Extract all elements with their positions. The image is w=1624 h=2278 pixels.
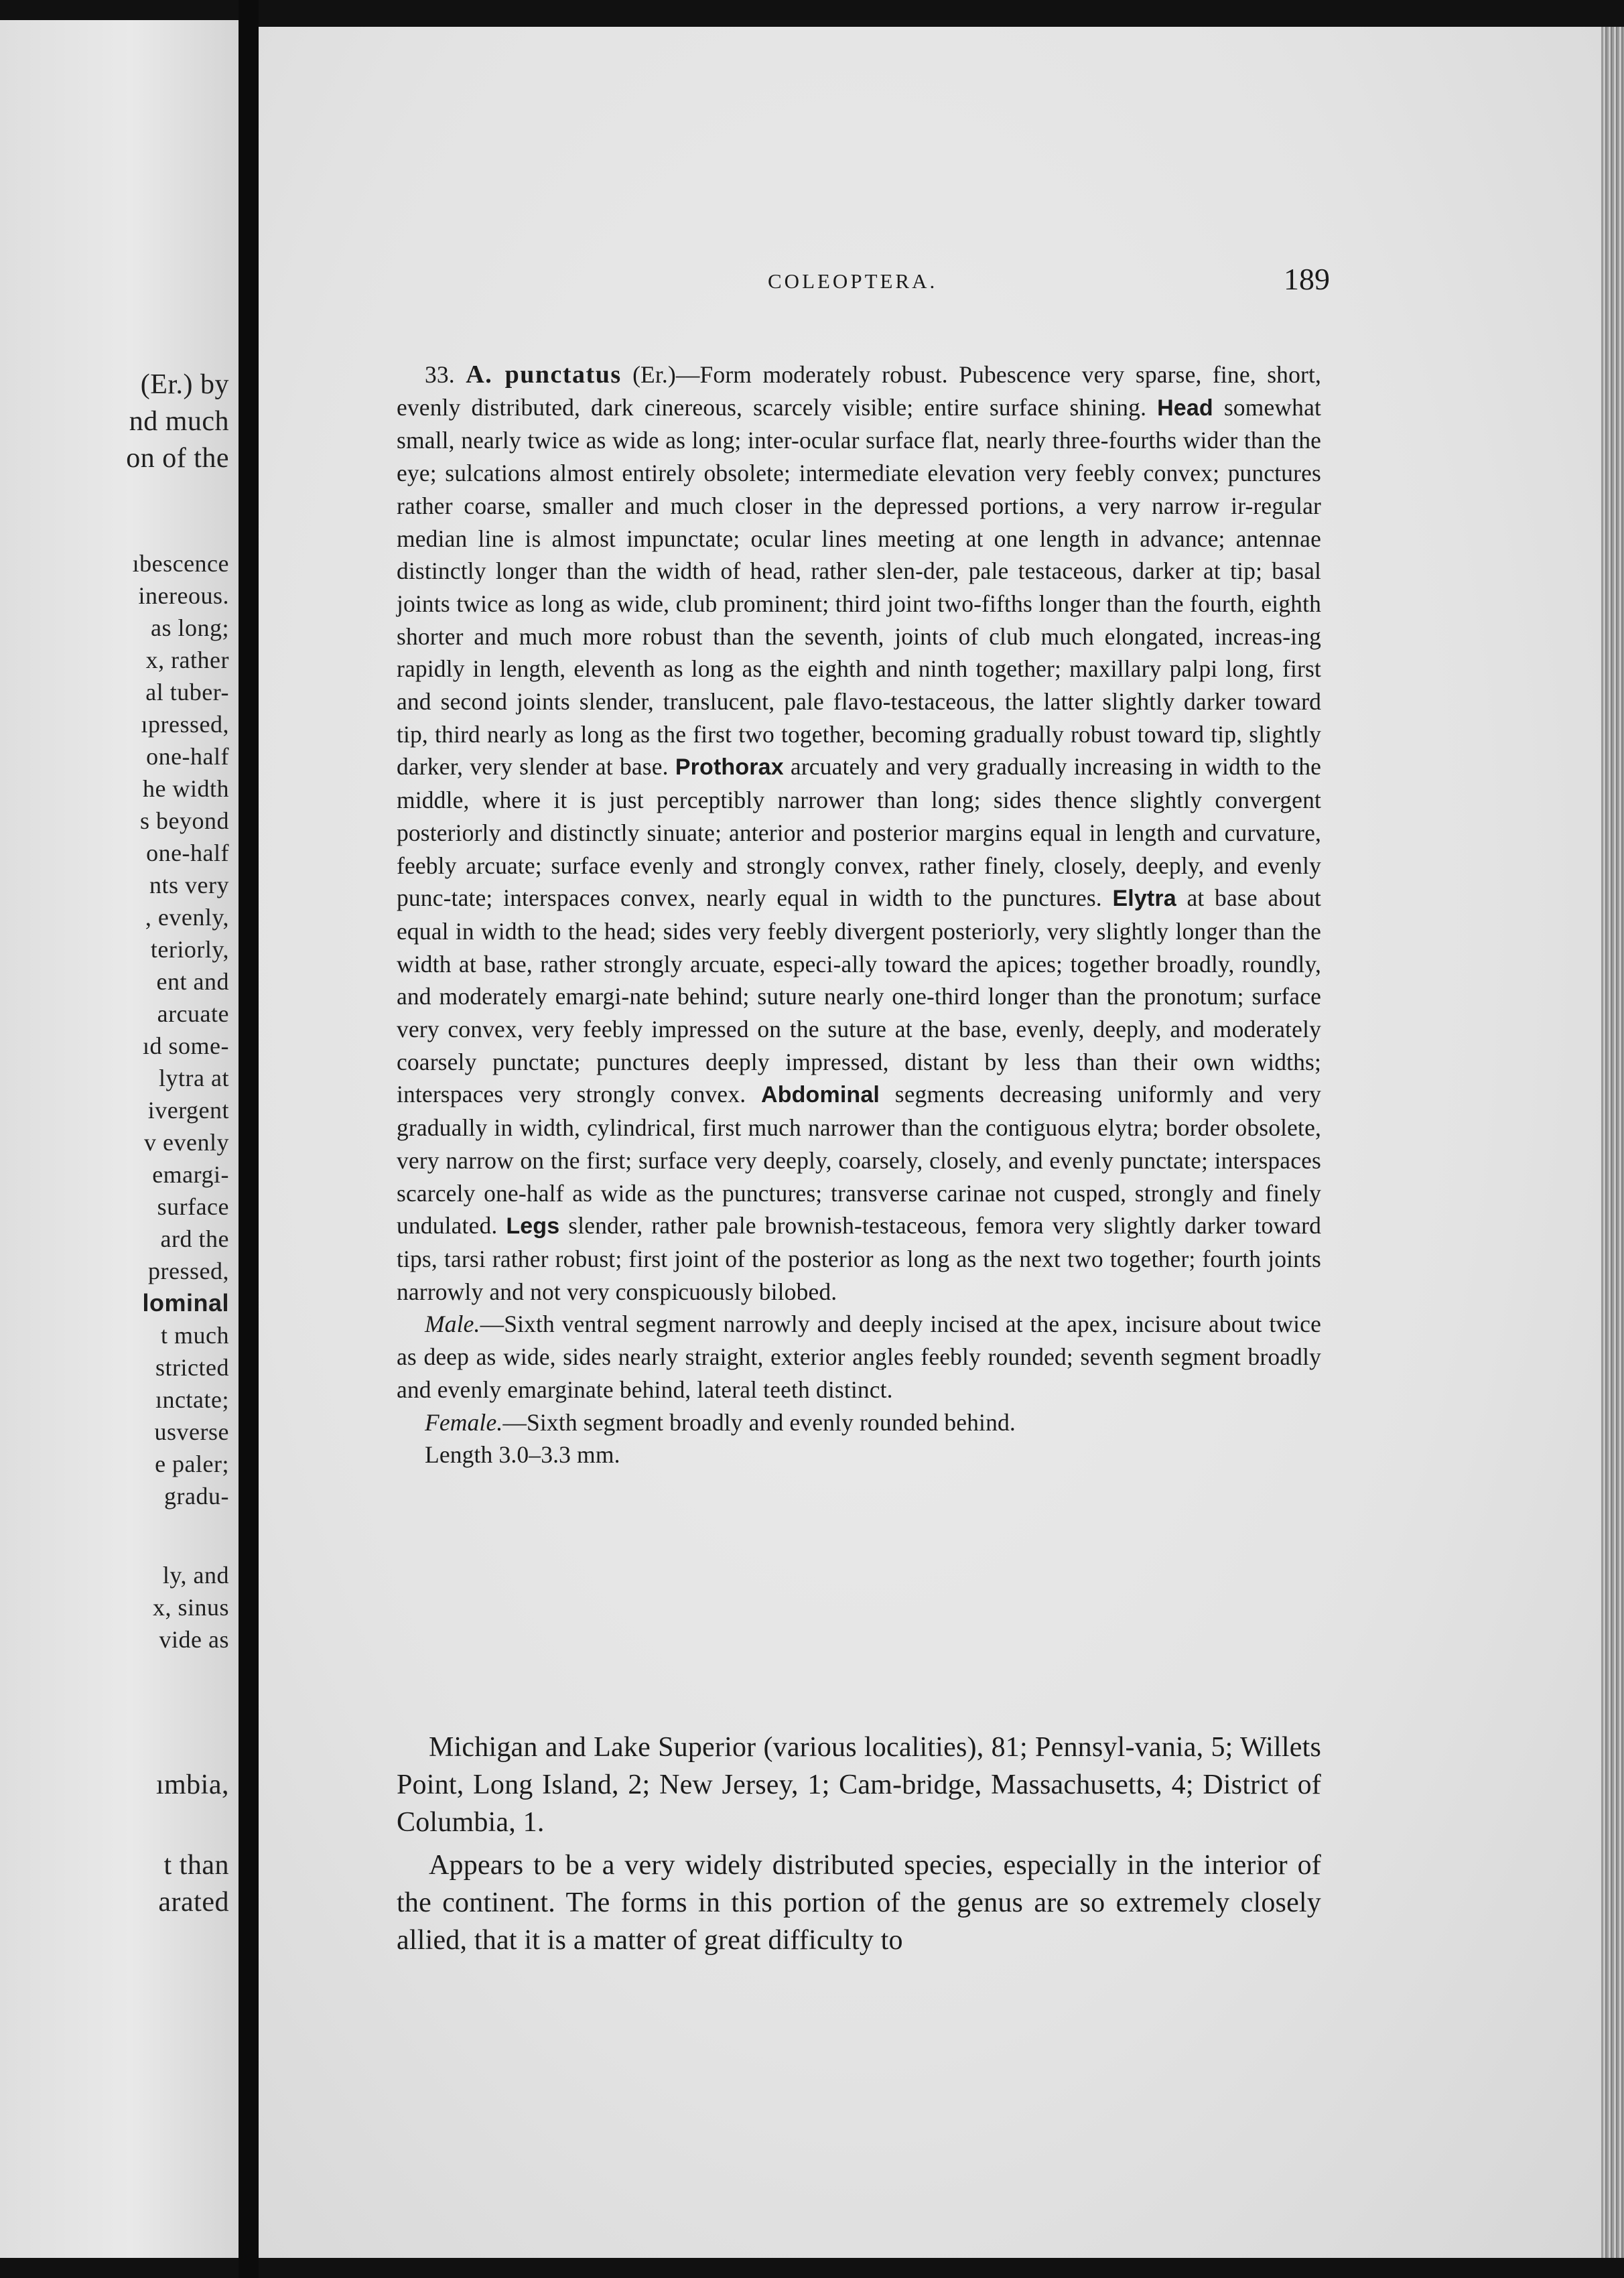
left-fragment: nd much	[129, 406, 229, 437]
left-fragment: ent and	[156, 968, 229, 995]
left-fragment: pressed,	[148, 1258, 229, 1284]
left-facing-page	[0, 20, 239, 2258]
female-text: —Sixth segment broadly and evenly rounded behind.	[502, 1408, 1016, 1436]
left-fragment: teriorly,	[150, 936, 229, 963]
abdominal-text: segments decreasing uniformly and very gradually in width, cylindrical, first much narrower than the contiguous elytra; border obsolete, very narrow on the first; surface very deeply, coarsely, closely, and evenly punctate; interspaces scarcely one-half as wide as the punctures; transverse carinae not cusped, strongly and finely undulated.	[397, 1081, 1322, 1240]
prothorax-label: Prothorax	[675, 754, 784, 781]
left-fragment: ımbia,	[155, 1769, 229, 1800]
head-label: Head	[1157, 395, 1213, 421]
page-stack-edge	[1601, 27, 1624, 2258]
left-fragment: s beyond	[140, 807, 229, 834]
left-fragment: ıbescence	[132, 550, 229, 577]
species-name: A. punctatus	[466, 360, 622, 389]
male-paragraph	[397, 1308, 1321, 1406]
legs-label: Legs	[506, 1213, 560, 1240]
left-fragment: inereous.	[138, 582, 229, 609]
left-fragment: t than	[163, 1850, 229, 1881]
left-fragment: e paler;	[155, 1451, 229, 1477]
main-page	[259, 27, 1601, 2258]
left-fragment: surface	[157, 1193, 229, 1220]
left-fragment: he width	[143, 775, 229, 802]
left-fragment: on of the	[126, 443, 229, 474]
elytra-label: Elytra	[1112, 886, 1176, 912]
left-fragment: usverse	[154, 1418, 229, 1445]
female-paragraph	[397, 1406, 1321, 1439]
left-fragment: one-half	[146, 840, 229, 866]
left-fragment: ıd some-	[143, 1032, 229, 1059]
left-fragment: x, rather	[145, 647, 229, 673]
description-paragraph	[397, 358, 1321, 1308]
species-description	[397, 358, 1321, 1471]
left-fragment: nts very	[149, 872, 229, 898]
running-head	[259, 262, 1601, 308]
left-fragment: vide as	[159, 1626, 229, 1653]
left-fragment: as long;	[151, 614, 229, 641]
left-fragment: stricted	[155, 1354, 229, 1381]
left-fragment: emargi-	[152, 1161, 229, 1188]
left-fragment: arcuate	[157, 1000, 229, 1027]
localities-paragraph: Michigan and Lake Superior (various localities), 81; Pennsyl-vania, 5; Willets Point, Long Island, 2; New Jersey, 1; Cam-bridge, Massachusetts, 4; District of Columbia, 1.	[397, 1732, 1321, 1838]
left-fragment: x, sinus	[152, 1594, 229, 1621]
left-fragment: one-half	[146, 743, 229, 770]
left-fragment: v evenly	[144, 1129, 229, 1156]
species-number: 33.	[425, 361, 455, 388]
left-fragment: ly, and	[162, 1562, 229, 1589]
left-fragment: ivergent	[147, 1097, 229, 1124]
locality-section	[397, 1729, 1321, 1964]
left-fragment: t much	[161, 1322, 229, 1349]
remarks-paragraph: Appears to be a very widely distributed species, especially in the interior of the continent. The forms in this portion of the genus are so extremely closely allied, that it is a matter of great difficulty to	[397, 1850, 1321, 1956]
left-fragment: ard the	[160, 1225, 229, 1252]
left-fragment: , evenly,	[145, 904, 229, 931]
left-fragment: (Er.) by	[140, 369, 229, 400]
length-line: Length 3.0–3.3 mm.	[425, 1441, 620, 1469]
running-head-title: COLEOPTERA.	[768, 269, 938, 293]
elytra-text: at base about equal in width to the head; sides very feebly divergent posteriorly, very slightly longer than the width at base, rather strongly arcuate, especi-ally toward the apices; together broadly, roundly, and moderately emargi-nate behind; suture nearly one-third longer than the pronotum; surface very convex, very feebly impressed on the suture at the base, evenly, deeply, and moderately coarsely punctate; punctures deeply impressed, distant by less than their own widths; interspaces very strongly convex.	[397, 884, 1321, 1108]
left-fragment: gradu-	[164, 1483, 229, 1510]
prothorax-text: arcuately and very gradually increasing in width to the middle, where it is just perceptibly narrower than long; sides thence slightly convergent posteriorly and distinctly sinuate; anterior and posterior margins equal in length and curvature, feebly arcuate; surface evenly and strongly convex, rather finely, closely, deeply, and evenly punc-tate; interspaces convex, nearly equal in width to the punctures.	[397, 753, 1322, 912]
head-text: somewhat small, nearly twice as wide as long; inter-ocular surface flat, nearly three-fourths wider than the eye; sulcations almost entirely obsolete; intermediate elevation very feebly convex; punctures rather coarse, smaller and much closer in the depressed portions, a very narrow ir-regular median line is almost impunctate; ocular lines meeting at one length in advance; antennae distinctly longer than the width of head, rather slen-der, pale testaceous, darker at tip; basal joints twice as long as wide, club prominent; third joint two-fifths longer than the fourth, eighth shorter and much more robust than the seventh, joints of club much elongated, increas-ing rapidly in length, eleventh as long as the eighth and ninth together; maxillary palpi long, first and second joints slender, translucent, pale flavo-testaceous, the latter slightly darker toward tip, third nearly as long as the first two together, becoming gradually robust toward tip, slightly darker, very slender at base.	[397, 393, 1321, 781]
left-fragment: lominal	[142, 1289, 229, 1317]
left-fragment: ınctate;	[155, 1386, 229, 1413]
book-gutter	[239, 0, 259, 2278]
authority-text: (Er.)—Form moderately robust. Pubescence very sparse, fine, short, evenly distributed, dark cinereous, scarcely visible; entire surface shining.	[397, 361, 1321, 421]
legs-text: slender, rather pale brownish-testaceous, femora very slightly darker toward tips, tarsi rather robust; first joint of the posterior as long as the next two together; fourth joints narrowly and not very conspicuously bilobed.	[397, 1212, 1321, 1305]
left-fragment: ıpressed,	[141, 711, 229, 738]
left-fragment: arated	[158, 1887, 229, 1918]
left-fragment: lytra at	[159, 1065, 229, 1091]
male-text: —Sixth ventral segment narrowly and deeply incised at the apex, incisure about twice as deep as wide, sides nearly straight, exterior angles feebly rounded; seventh segment broadly and evenly emarginate behind, lateral teeth distinct.	[397, 1311, 1321, 1403]
abdominal-label: Abdominal	[761, 1082, 880, 1108]
left-fragment: al tuber-	[145, 679, 229, 706]
male-label: Male.	[425, 1311, 480, 1338]
female-label: Female.	[425, 1408, 503, 1436]
page-number: 189	[1284, 262, 1330, 296]
